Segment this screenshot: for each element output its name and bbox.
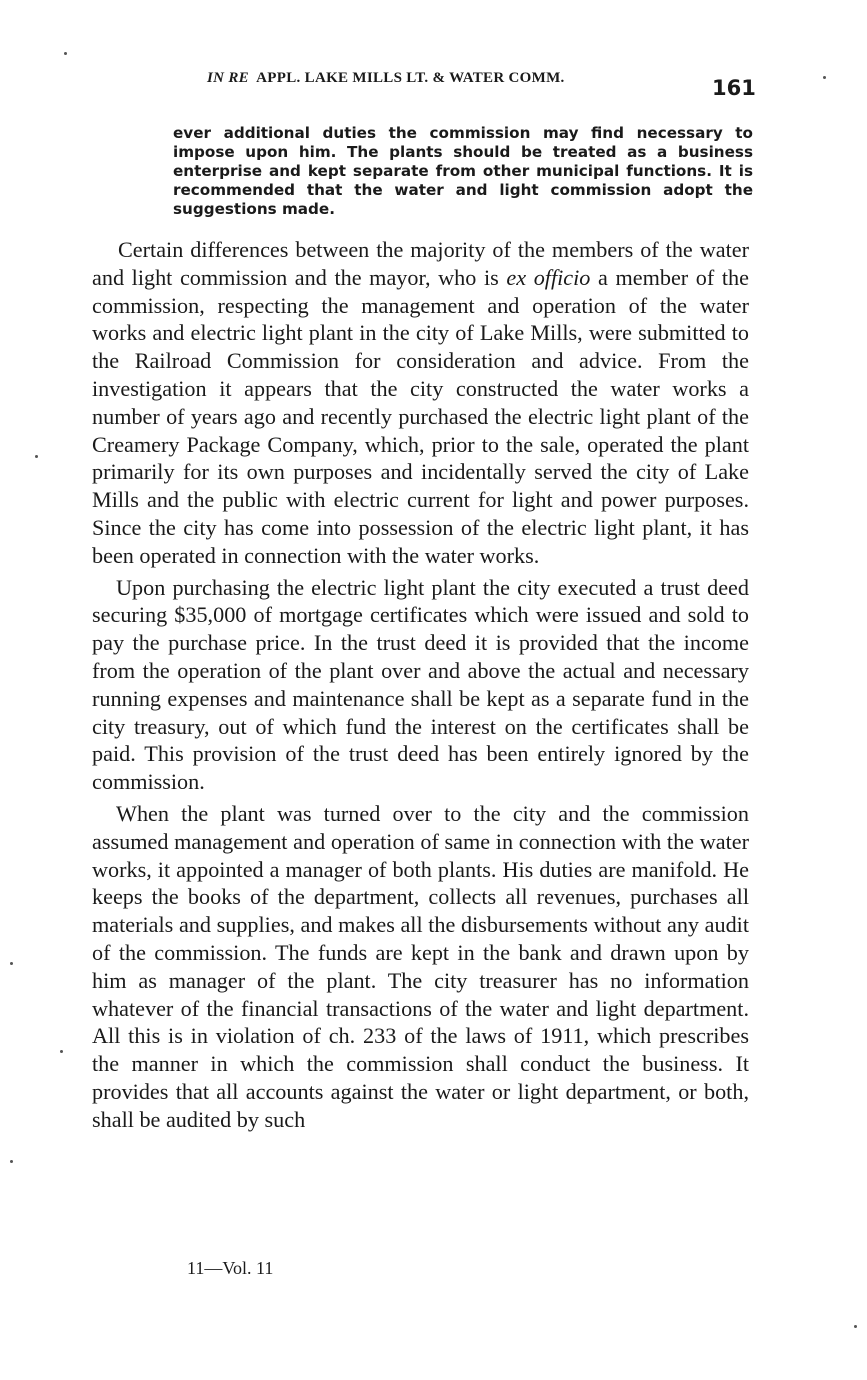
running-head (207, 70, 565, 87)
paragraph-1-before: Certain differences between the majority of the members of the water and light commission and the mayor, who is (92, 237, 749, 290)
scan-speck (64, 52, 67, 55)
paragraph-1-italic: ex officio (506, 264, 591, 290)
page-number: 161 (712, 76, 756, 100)
case-prefix: IN RE (207, 70, 249, 86)
scan-speck (854, 1325, 857, 1328)
scan-speck (10, 1160, 13, 1163)
scan-speck (60, 1050, 63, 1053)
scan-speck (10, 962, 13, 965)
paragraph-2: Upon purchasing the electric light plant the city executed a trust deed securing $35,000 of mortgage certificates which were issued and sold to pay the purchase price. In the trust deed it is provided that the income from the operation of the plant over and above the actual and necessary running expenses and maintenance shall be kept as a separate fund in the city treasury, out of which fund the interest on the certificates shall be paid. This provision of the trust deed has been entirely ignored by the commission. (92, 574, 749, 795)
case-title: APPL. LAKE MILLS LT. & WATER COMM. (256, 70, 565, 86)
paragraph-3: When the plant was turned over to the city and the commission assumed management and operation of same in connection with the water works, it appointed a manager of both plants. His duties are manifold. He keeps the books of the department, collects all revenues, purchases all materials and supplies, and makes all the disbursements without any audit of the commission. The funds are kept in the bank and drawn upon by him as manager of the plant. The city treasurer has no information whatever of the financial transactions of the water and light department. All this is in violation of ch. 233 of the laws of 1911, which prescribes the manner in which the commission shall conduct the business. It provides that all accounts against the water or light department, or both, shall be audited by such (92, 800, 749, 1132)
body-text (92, 236, 749, 1138)
headnote-text: ever additional duties the commission may find necessary to impose upon him. The plants should be treated as a business enterprise and kept separate from other municipal functions. It is recommended that the water and light commission adopt the suggestions made. (173, 124, 753, 218)
paragraph-1-after: a member of the commission, respecting the management and operation of the water works and electric light plant in the city of Lake Mills, were submitted to the Railroad Commission for consideration and advice. From the investigation it appears that the city constructed the water works a number of years ago and recently purchased the electric light plant of the Creamery Package Company, which, prior to the sale, operated the plant primarily for its own purposes and incidentally served the city of Lake Mills and the public with electric current for light and power purposes. Since the city has come into possession of the electric light plant, it has been operated in connection with the water works. (92, 264, 750, 568)
paragraph-1 (92, 236, 749, 570)
scan-speck (35, 455, 38, 458)
headnote (173, 124, 753, 219)
scan-speck (823, 76, 826, 79)
folio: 11—Vol. 11 (187, 1258, 274, 1278)
